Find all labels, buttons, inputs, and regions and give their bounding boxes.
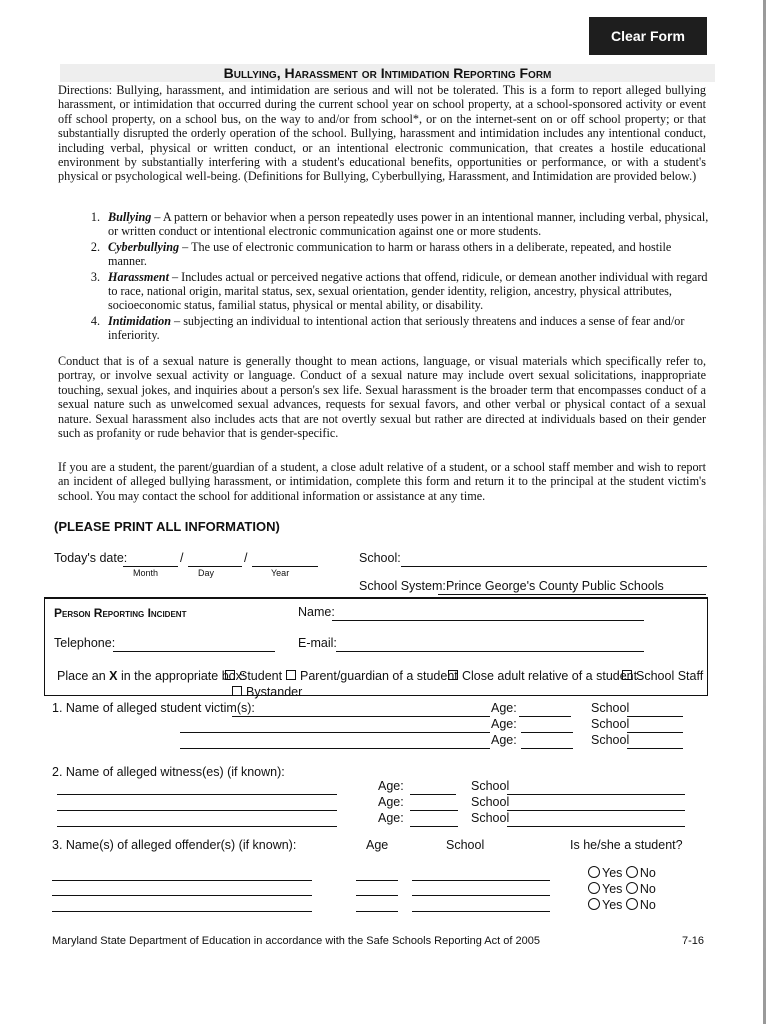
victim-school-field[interactable] [627,748,683,749]
victim-age-label: Age: [491,733,517,747]
witness-age-label: Age: [378,811,404,825]
email-field[interactable] [336,651,644,652]
radio-yes[interactable] [588,882,600,894]
school-system-field[interactable] [438,594,706,595]
victim-age-label: Age: [491,717,517,731]
school-system-value: Prince George's County Public Schools [446,579,664,593]
offender-name-field[interactable] [52,911,312,912]
witness-school-field[interactable] [507,810,685,811]
clear-form-button[interactable]: Clear Form [589,17,707,55]
year-field[interactable] [252,566,318,567]
witness-age-label: Age: [378,795,404,809]
witness-age-field[interactable] [410,826,458,827]
option-parent-guardian[interactable]: Parent/guardian of a student [286,669,458,683]
witness-age-field[interactable] [410,810,458,811]
day-caption: Day [198,568,215,578]
definition-item: 2. Cyberbullying – The use of electronic communication to harm or harass others in a deliberate, repeated, and hostile manner. [90,239,672,269]
sexual-conduct-paragraph: Conduct that is of a sexual nature is generally thought to mean actions, language, or visual materials which specifically refer to, portray, or involve sexual activity or language. Conduct of a sexual nature may include overt sexual solicitations, inappropriate touching, sexual jokes, and inquiries about a person's sex life. Sexual harassment is the broader term that encompasses conduct of a sexual nature such as unwelcomed sexual advances, requests for sexual favors, and other verbal or physical contact of a sexual nature. Sexual harassment also includes acts that are not overtly sexual but rather are directed at individuals based on their gender such as profanity or rude behavior that is gender-specific. [58,354,706,441]
student-yes-no: Yes No [588,882,656,896]
victim-school-label: School [591,717,630,731]
month-field[interactable] [123,566,178,567]
victim-name-field[interactable] [180,748,490,749]
footer-citation: Maryland State Department of Education in accordance with the Safe Schools Reporting Act of 2005 [52,935,540,947]
school-label: School: [359,551,401,565]
offender-age-header: Age [366,838,389,852]
option-close-relative[interactable]: Close adult relative of a student [448,669,637,683]
year-caption: Year [271,568,290,578]
offender-age-field[interactable] [356,911,398,912]
victim-age-label: Age: [491,701,517,715]
offender-age-field[interactable] [356,895,398,896]
witness-age-label: Age: [378,779,404,793]
offender-name-field[interactable] [52,895,312,896]
form-title: Bullying, Harassment or Intimidation Reporting Form [60,64,715,82]
telephone-label: Telephone: [54,636,116,650]
page-number: 7-16 [682,935,705,947]
email-label: E-mail: [298,636,337,650]
checkbox-icon[interactable] [286,670,296,680]
definition-item: 4. Intimidation – subjecting an individual to intentional action that seriously threatens and induces a sense of fear and/or inferiority. [90,313,685,343]
day-field[interactable] [188,566,242,567]
witnesses-label: 2. Name of alleged witness(es) (if known): [52,765,285,779]
witness-school-field[interactable] [507,826,685,827]
radio-no[interactable] [626,866,638,878]
offender-name-field[interactable] [52,880,312,881]
option-school-staff[interactable]: School Staff [622,669,703,683]
date-separator: / [180,551,184,565]
reporter-heading: Person Reporting Incident [54,606,187,620]
victim-school-label: School [591,701,630,715]
victim-school-label: School [591,733,630,747]
radio-no[interactable] [626,882,638,894]
month-caption: Month [133,568,159,578]
name-label: Name: [298,605,335,619]
witness-name-field[interactable] [57,826,337,827]
student-yes-no: Yes No [588,898,656,912]
definitions-list [70,210,710,344]
witness-school-label: School [471,779,510,793]
witness-school-field[interactable] [507,794,685,795]
date-separator: / [244,551,248,565]
definition-item: 1. Bullying – A pattern or behavior when a person repeatedly uses power in an intentional manner, including verbal, physical, or written conduct or intentional electronic communication against one or more students. [90,210,709,239]
victim-school-field[interactable] [627,732,683,733]
victims-label: 1. Name of alleged student victim(s): [52,701,255,715]
directions-paragraph: Directions: Bullying, harassment, and intimidation are serious and will not be tolerated. This is a form to report alleged bullying harassment, or intimidation that occurred during the current school year on school property, at a school-sponsored activity or event off school property, on a school bus, on the way to and/or from school*, or on the internet-sent on or off school property; or that substantially disrupted the orderly operation of the school. Bullying, harassment and intimidation includes any intentional conduct, including verbal, physical or written conduct, or an intentional electronic communication, that creates a hostile educational environment by substantially interfering with a student's educational benefits, opportunities or performance, or with a student's physical or psychological well-being. (Definitions for Bullying, Cyberbullying, Harassment, and Intimidation are provided below.) [58,83,706,184]
victim-school-field[interactable] [627,716,683,717]
date-label: Today's date: [54,551,128,565]
print-notice: (PLEASE PRINT ALL INFORMATION) [54,519,280,534]
witness-school-label: School [471,795,510,809]
victim-age-field[interactable] [521,732,573,733]
checkbox-icon[interactable] [232,686,242,696]
victim-name-field[interactable] [180,732,490,733]
checkbox-icon[interactable] [622,670,632,680]
offenders-label: 3. Name(s) of alleged offender(s) (if known): [52,838,297,852]
checkbox-icon[interactable] [225,670,235,680]
student-question: Is he/she a student? [570,838,683,852]
radio-yes[interactable] [588,866,600,878]
school-field[interactable] [401,566,707,567]
definition-item: 3. Harassment – Includes actual or perceived negative actions that offend, ridicule, or demean another individual with regard to race, national origin, marital status, sex, sexual orientation, gender identity, religion, ancestry, physical attributes, socioeconomic status, familial status, physical or mental ability, or disability. [90,269,708,313]
instructions-paragraph: If you are a student, the parent/guardian of a student, a close adult relative of a student, or a school staff member and wish to report an incident of alleged bullying harassment, or intimidation, complete this form and return it to the principal at the student victim's school. You may contact the school for additional information or assistance at any time. [58,460,706,503]
offender-school-header: School [446,838,485,852]
offender-school-field[interactable] [412,895,550,896]
radio-yes[interactable] [588,898,600,910]
option-student[interactable]: Student [225,669,282,683]
telephone-field[interactable] [113,651,275,652]
option-bystander[interactable]: Bystander [232,685,302,699]
witness-school-label: School [471,811,510,825]
victim-name-field[interactable] [232,716,490,717]
checkbox-icon[interactable] [448,670,458,680]
reporter-name-field[interactable] [332,620,644,621]
victim-age-field[interactable] [521,748,573,749]
radio-no[interactable] [626,898,638,910]
offender-school-field[interactable] [412,911,550,912]
offender-school-field[interactable] [412,880,550,881]
offender-age-field[interactable] [356,880,398,881]
witness-name-field[interactable] [57,794,337,795]
reporter-type-prompt: Place an X in the appropriate box: [57,669,246,683]
student-yes-no: Yes No [588,866,656,880]
school-system-label: School System: [359,579,446,593]
victim-age-field[interactable] [519,716,571,717]
witness-name-field[interactable] [57,810,337,811]
scan-edge [763,0,766,1024]
witness-age-field[interactable] [410,794,456,795]
